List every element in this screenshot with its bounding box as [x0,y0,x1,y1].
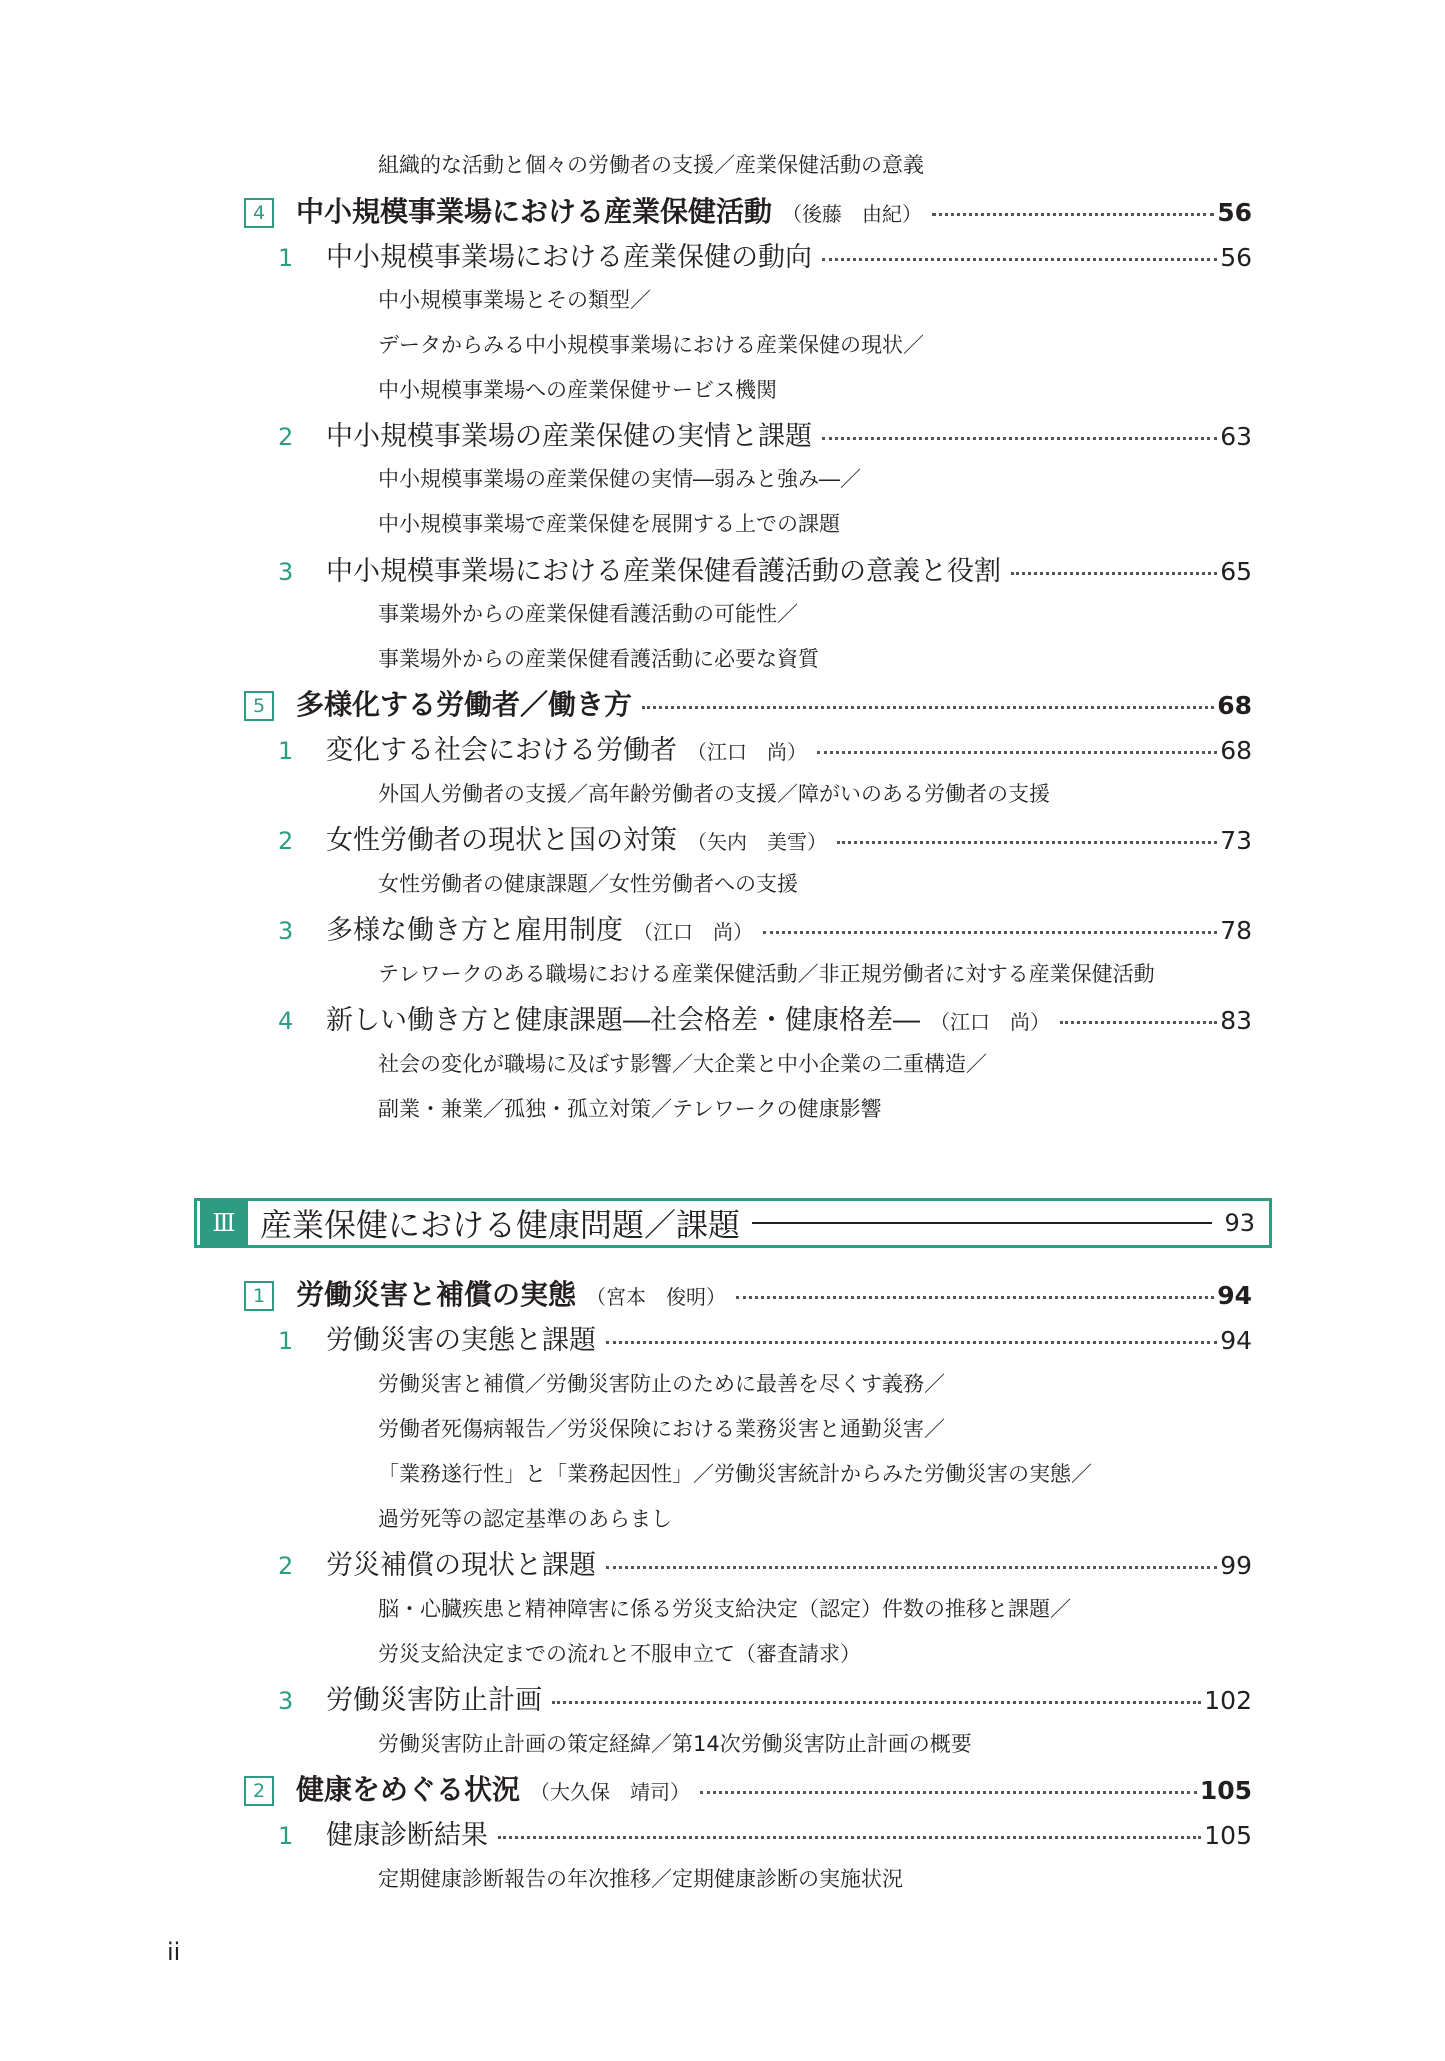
subsection-number: 3 [278,558,294,586]
subsection-number: 1 [278,1822,294,1850]
section-number-badge: 1 [244,1281,274,1311]
section-title: 多様化する労働者／働き方 [296,688,633,721]
toc-subtopics: 労働災害と補償／労働災害防止のために最善を尽くす義務／ [378,1372,945,1396]
subsection-title: 労働災害の実態と課題 [326,1325,596,1356]
dot-leader [498,1836,1201,1839]
toc-subtopics: 中小規模事業場への産業保健サービス機関 [378,378,777,402]
toc-subtopics: 労災支給決定までの流れと不服申立て（審査請求） [378,1642,861,1666]
chapter-rule [752,1222,1212,1224]
dot-leader [1011,572,1217,575]
dot-leader [837,841,1217,844]
author: （大久保 靖司） [530,1780,691,1804]
subsection-number: 3 [278,917,294,945]
toc-subtopics: 事業場外からの産業保健看護活動に必要な資質 [378,647,819,671]
toc-subtopics: 定期健康診断報告の年次推移／定期健康診断の実施状況 [378,1867,903,1891]
toc-subtopics: 事業場外からの産業保健看護活動の可能性／ [378,602,798,626]
page-number: 94 [1220,1326,1252,1355]
toc-subsection-entry[interactable] [278,908,1252,947]
page-number: 94 [1217,1281,1252,1310]
page-number: 63 [1220,422,1252,451]
dot-leader [822,437,1217,440]
toc-subsection-entry[interactable] [278,549,1252,588]
toc-subsection-entry[interactable] [278,1813,1252,1852]
subsection-number: 2 [278,423,294,451]
toc-subsection-entry[interactable] [278,1318,1252,1357]
toc-subtopics: 社会の変化が職場に及ぼす影響／大企業と中小企業の二重構造／ [378,1052,987,1076]
dot-leader [822,258,1217,261]
subsection-number: 4 [278,1007,294,1035]
subsection-title: 新しい働き方と健康課題―社会格差・健康格差― [326,1005,920,1036]
dot-leader [552,1701,1201,1704]
subsection-title: 労災補償の現状と課題 [326,1550,596,1581]
subsection-title: 労働災害防止計画 [326,1685,542,1716]
page-number: 56 [1220,243,1252,272]
section-number-badge: 5 [244,691,274,721]
toc-subtopics: 中小規模事業場で産業保健を展開する上での課題 [378,512,840,536]
section-title: 労働災害と補償の実態 [296,1278,577,1311]
toc-subsection-entry[interactable] [278,728,1252,767]
subsection-number: 1 [278,244,294,272]
toc-subsection-entry[interactable] [278,414,1252,453]
dot-leader [817,751,1217,754]
dot-leader [736,1296,1214,1299]
page-number: 56 [1217,198,1252,227]
toc-subtopics: 脳・心臓疾患と精神障害に係る労災支給決定（認定）件数の推移と課題／ [378,1597,1071,1621]
toc-subsection-entry[interactable] [278,235,1252,274]
subsection-number: 2 [278,1552,294,1580]
toc-subsection-entry[interactable] [278,998,1252,1037]
page-number: 99 [1220,1551,1252,1580]
page-folio: ii [167,1938,181,1966]
toc-section-entry[interactable] [244,683,1252,723]
page-number: 68 [1217,691,1252,720]
toc-section-entry[interactable] [244,1768,1252,1808]
dot-leader [700,1791,1197,1794]
toc-subtopics: 労働者死傷病報告／労災保険における業務災害と通勤災害／ [378,1417,945,1441]
toc-section-entry[interactable] [244,1273,1252,1313]
dot-leader [763,931,1217,934]
author: （宮本 俊明） [586,1285,727,1309]
chapter-banner[interactable] [194,1198,1272,1248]
subsection-number: 1 [278,1327,294,1355]
subsection-title: 中小規模事業場の産業保健の実情と課題 [326,421,812,452]
dot-leader [1060,1021,1217,1024]
chapter-title: 産業保健における健康問題／課題 [260,1206,741,1244]
toc-section-entry[interactable] [244,190,1252,230]
page-number: 65 [1220,557,1252,586]
section-title: 中小規模事業場における産業保健活動 [296,195,773,228]
chapter-numeral: Ⅲ [200,1201,248,1245]
toc-subtopics: 中小規模事業場とその類型／ [378,288,651,312]
toc-subtopics: 副業・兼業／孤独・孤立対策／テレワークの健康影響 [378,1097,882,1121]
section-number-badge: 2 [244,1776,274,1806]
dot-leader [606,1341,1217,1344]
section-title: 健康をめぐる状況 [296,1773,521,1806]
page-number: 68 [1220,736,1252,765]
dot-leader [642,706,1214,709]
toc-subtopics: 組織的な活動と個々の労働者の支援／産業保健活動の意義 [378,153,924,177]
toc-subtopics: 労働災害防止計画の策定経緯／第14次労働災害防止計画の概要 [378,1732,972,1756]
page-number: 78 [1220,916,1252,945]
toc-subsection-entry[interactable] [278,1543,1252,1582]
author: （江口 尚） [633,920,753,944]
subsection-title: 健康診断結果 [326,1820,488,1851]
dot-leader [606,1566,1217,1569]
toc-subtopics: 外国人労働者の支援／高年齢労働者の支援／障がいのある労働者の支援 [378,782,1050,806]
author: （後藤 由紀） [782,202,923,226]
author: （矢内 美雪） [687,830,827,854]
toc-subtopics: 女性労働者の健康課題／女性労働者への支援 [378,872,798,896]
page-number: 105 [1204,1821,1252,1850]
subsection-number: 2 [278,827,294,855]
subsection-title: 変化する社会における労働者 [326,735,677,766]
author: （江口 尚） [930,1010,1050,1034]
toc-subtopics: データからみる中小規模事業場における産業保健の現状／ [378,333,924,357]
subsection-number: 3 [278,1687,294,1715]
page-number: 102 [1204,1686,1252,1715]
toc-subtopics: 「業務遂行性」と「業務起因性」／労働災害統計からみた労働災害の実態／ [378,1462,1092,1486]
subsection-title: 中小規模事業場における産業保健看護活動の意義と役割 [326,556,1001,587]
section-number-badge: 4 [244,198,274,228]
subsection-title: 中小規模事業場における産業保健の動向 [326,242,812,273]
dot-leader [932,213,1214,216]
toc-subsection-entry[interactable] [278,1678,1252,1717]
subsection-title: 多様な働き方と雇用制度 [326,915,623,946]
toc-subtopics: 中小規模事業場の産業保健の実情―弱みと強み―／ [378,467,861,491]
page-number: 73 [1220,826,1252,855]
chapter-page-number: 93 [1224,1209,1255,1237]
page-number: 105 [1199,1776,1252,1805]
subsection-number: 1 [278,737,294,765]
author: （江口 尚） [687,740,807,764]
page-number: 83 [1220,1006,1252,1035]
toc-subsection-entry[interactable] [278,818,1252,857]
subsection-title: 女性労働者の現状と国の対策 [326,825,677,856]
toc-subtopics: 過労死等の認定基準のあらまし [378,1507,672,1531]
toc-subtopics: テレワークのある職場における産業保健活動／非正規労働者に対する産業保健活動 [378,962,1155,986]
